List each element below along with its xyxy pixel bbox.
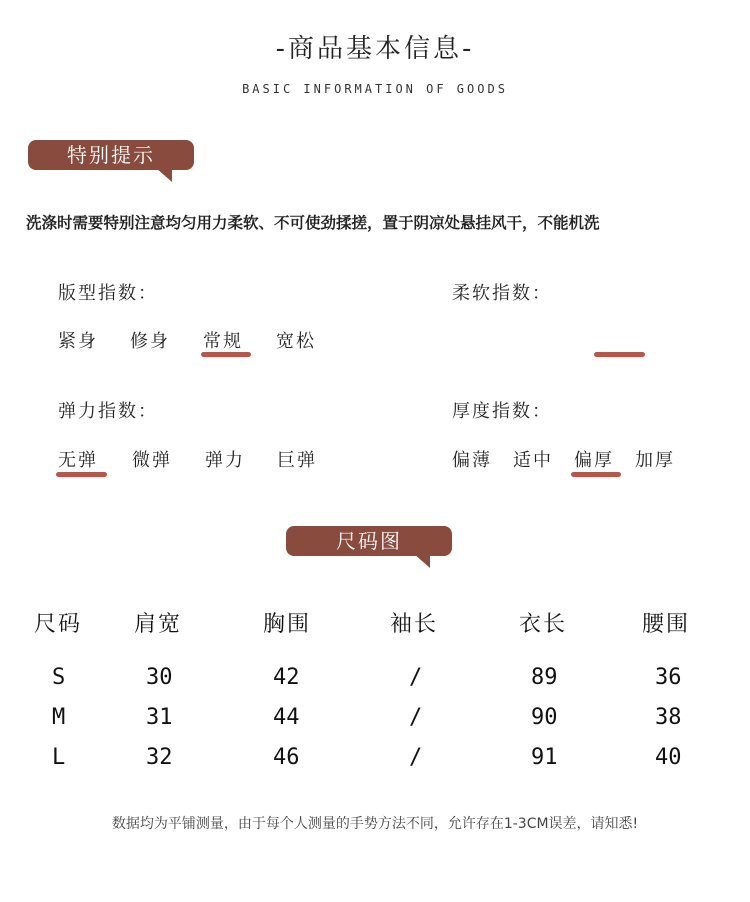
thickness-selected-underline bbox=[571, 472, 621, 477]
thickness-index-label: 厚度指数： bbox=[452, 401, 552, 422]
fit-index-label: 版型指数： bbox=[58, 283, 158, 304]
header-length: 衣长 bbox=[519, 612, 568, 637]
softness-index-label: 柔软指数： bbox=[452, 283, 552, 304]
softness-selected-underline bbox=[594, 352, 645, 357]
elasticity-selected-underline bbox=[56, 472, 107, 477]
page-subtitle: BASIC INFORMATION OF GOODS bbox=[242, 82, 508, 96]
cell-length: 91 bbox=[531, 745, 558, 770]
special-notice-badge-label: 特别提示 bbox=[28, 140, 194, 170]
cell-length: 89 bbox=[531, 665, 558, 690]
cell-size: M bbox=[52, 705, 66, 730]
measurement-footnote: 数据均为平铺测量，由于每个人测量的手势方法不同，允许存在1-3CM误差，请知悉! bbox=[111, 816, 639, 832]
header-chest: 胸围 bbox=[263, 612, 312, 637]
fit-option-loose: 宽松 bbox=[276, 331, 316, 352]
thickness-option-medium: 适中 bbox=[513, 450, 553, 471]
page-title: -商品基本信息- bbox=[275, 34, 475, 64]
header-size: 尺码 bbox=[34, 612, 83, 637]
cell-waist: 40 bbox=[655, 745, 682, 770]
cell-size: S bbox=[52, 665, 66, 690]
elasticity-option-slight: 微弹 bbox=[132, 450, 172, 471]
elasticity-option-elastic: 弹力 bbox=[205, 450, 245, 471]
special-notice-badge bbox=[28, 140, 194, 170]
fit-option-regular: 常规 bbox=[203, 331, 243, 352]
cell-sleeve: / bbox=[409, 665, 423, 690]
cell-shoulder: 32 bbox=[146, 745, 173, 770]
cell-sleeve: / bbox=[409, 745, 423, 770]
elasticity-option-super: 巨弹 bbox=[277, 450, 317, 471]
thickness-option-thick: 偏厚 bbox=[574, 450, 614, 471]
special-notice-text: 洗涤时需要特别注意均匀用力柔软、不可使劲揉搓，置于阴凉处悬挂风干，不能机洗 bbox=[26, 214, 600, 232]
cell-waist: 38 bbox=[655, 705, 682, 730]
header-waist: 腰围 bbox=[642, 612, 691, 637]
size-chart-badge-label: 尺码图 bbox=[286, 526, 452, 556]
bubble-tail-icon bbox=[414, 554, 430, 568]
header-sleeve: 袖长 bbox=[390, 612, 439, 637]
cell-chest: 42 bbox=[273, 665, 300, 690]
fit-option-slim: 修身 bbox=[130, 331, 170, 352]
cell-length: 90 bbox=[531, 705, 558, 730]
cell-chest: 44 bbox=[273, 705, 300, 730]
elasticity-option-none: 无弹 bbox=[58, 450, 98, 471]
thickness-option-extra: 加厚 bbox=[635, 450, 675, 471]
cell-shoulder: 31 bbox=[146, 705, 173, 730]
thickness-option-thin: 偏薄 bbox=[452, 450, 492, 471]
bubble-tail-icon bbox=[156, 168, 172, 182]
cell-shoulder: 30 bbox=[146, 665, 173, 690]
elasticity-index-label: 弹力指数： bbox=[58, 401, 158, 422]
cell-sleeve: / bbox=[409, 705, 423, 730]
cell-chest: 46 bbox=[273, 745, 300, 770]
fit-selected-underline bbox=[201, 352, 251, 357]
cell-size: L bbox=[52, 745, 66, 770]
header-shoulder: 肩宽 bbox=[134, 612, 183, 637]
fit-option-tight: 紧身 bbox=[58, 331, 98, 352]
size-chart-badge bbox=[286, 526, 452, 556]
cell-waist: 36 bbox=[655, 665, 682, 690]
